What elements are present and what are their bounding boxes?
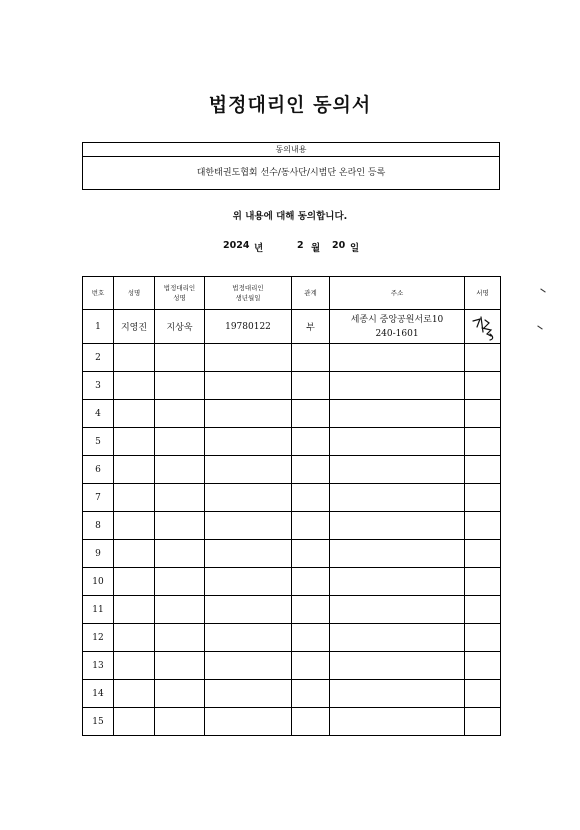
- table-row: [83, 428, 501, 456]
- cell-relation: [292, 624, 330, 652]
- document-title: 법정대리인 동의서: [208, 94, 372, 116]
- cell-guardian-name: [155, 540, 205, 568]
- cell-no: 15: [83, 708, 114, 736]
- table-row: [83, 680, 501, 708]
- cell-signature: [465, 484, 501, 512]
- cell-address: [330, 372, 465, 400]
- table-row: [83, 484, 501, 512]
- cell-name: [114, 540, 155, 568]
- table-row: [83, 344, 501, 372]
- cell-signature: [465, 708, 501, 736]
- cell-relation: [292, 484, 330, 512]
- cell-address: [330, 512, 465, 540]
- cell-signature: [465, 624, 501, 652]
- cell-address: [330, 344, 465, 372]
- cell-relation: [292, 512, 330, 540]
- header-address: 주소: [330, 277, 465, 310]
- consent-statement: 위 내용에 대해 동의합니다.: [232, 211, 348, 222]
- table-row: [83, 568, 501, 596]
- cell-guardian-birth: [205, 512, 292, 540]
- cell-guardian-name: [155, 456, 205, 484]
- cell-signature: [465, 344, 501, 372]
- cell-signature: [465, 568, 501, 596]
- cell-relation: [292, 680, 330, 708]
- cell-relation: [292, 652, 330, 680]
- cell-guardian-birth: [205, 484, 292, 512]
- cell-address: [330, 456, 465, 484]
- cell-relation: [292, 456, 330, 484]
- cell-signature: [465, 428, 501, 456]
- cell-guardian-birth: [205, 540, 292, 568]
- cell-guardian-birth: [205, 344, 292, 372]
- cell-guardian-birth: [205, 428, 292, 456]
- signature-cell: [465, 310, 501, 344]
- cell-no: 8: [83, 512, 114, 540]
- consent-content: 대한태권도협회 선수/동사단/시범단 온라인 등록: [196, 168, 386, 178]
- table-row: [83, 310, 501, 344]
- cell-guardian-name: [155, 344, 205, 372]
- cell-no: 10: [83, 568, 114, 596]
- cell-address: [330, 484, 465, 512]
- handwritten-signature-icon: [469, 312, 497, 342]
- guardian-table: [82, 276, 501, 736]
- cell-no: 3: [83, 372, 114, 400]
- cell-no: 1: [83, 310, 114, 344]
- cell-signature: [465, 400, 501, 428]
- date-day: 20: [332, 240, 346, 251]
- cell-name: [114, 708, 155, 736]
- cell-name: [114, 512, 155, 540]
- table-row: [83, 540, 501, 568]
- cell-address: [330, 400, 465, 428]
- cell-guardian-name: [155, 708, 205, 736]
- cell-guardian-name: [155, 568, 205, 596]
- cell-guardian-birth: [205, 568, 292, 596]
- cell-guardian-name: 지상욱: [155, 310, 205, 344]
- cell-name: [114, 344, 155, 372]
- cell-relation: [292, 428, 330, 456]
- cell-address: [330, 568, 465, 596]
- cell-guardian-name: [155, 624, 205, 652]
- cell-guardian-name: [155, 512, 205, 540]
- cell-address: [330, 596, 465, 624]
- cell-guardian-birth: [205, 652, 292, 680]
- consent-header: 동의내용: [83, 143, 499, 157]
- cell-name: [114, 400, 155, 428]
- date-month-unit: 월: [311, 243, 321, 254]
- cell-name: [114, 596, 155, 624]
- cell-address: 세종시 중앙공원서로10 240-1601: [330, 310, 465, 344]
- cell-signature: [465, 456, 501, 484]
- cell-signature: [465, 540, 501, 568]
- cell-guardian-name: [155, 484, 205, 512]
- cell-signature: [465, 596, 501, 624]
- cell-name: [114, 428, 155, 456]
- date-month: 2: [297, 240, 304, 251]
- cell-relation: [292, 596, 330, 624]
- cell-address: [330, 624, 465, 652]
- cell-signature: [465, 652, 501, 680]
- margin-mark: [537, 325, 542, 329]
- cell-no: 6: [83, 456, 114, 484]
- cell-address: [330, 428, 465, 456]
- cell-name: [114, 568, 155, 596]
- consent-box: [82, 142, 500, 190]
- table-row: [83, 652, 501, 680]
- cell-no: 11: [83, 596, 114, 624]
- cell-signature: [465, 680, 501, 708]
- cell-guardian-name: [155, 596, 205, 624]
- header-relation: 관계: [292, 277, 330, 310]
- cell-no: 2: [83, 344, 114, 372]
- cell-no: 5: [83, 428, 114, 456]
- cell-relation: [292, 708, 330, 736]
- cell-name: [114, 372, 155, 400]
- cell-address: [330, 652, 465, 680]
- cell-no: 4: [83, 400, 114, 428]
- cell-guardian-birth: [205, 708, 292, 736]
- cell-name: 지영진: [114, 310, 155, 344]
- header-guardian-name: 법정대리인 성명: [155, 277, 205, 310]
- cell-guardian-birth: [205, 624, 292, 652]
- date-year-unit: 년: [254, 243, 264, 254]
- cell-guardian-name: [155, 652, 205, 680]
- cell-no: 14: [83, 680, 114, 708]
- cell-guardian-name: [155, 680, 205, 708]
- cell-relation: [292, 540, 330, 568]
- cell-no: 7: [83, 484, 114, 512]
- table-row: [83, 512, 501, 540]
- cell-signature: [465, 512, 501, 540]
- cell-guardian-birth: [205, 680, 292, 708]
- header-guardian-birth: 법정대리인 생년월일: [205, 277, 292, 310]
- cell-address: [330, 708, 465, 736]
- cell-relation: [292, 568, 330, 596]
- table-row: [83, 400, 501, 428]
- cell-name: [114, 680, 155, 708]
- cell-name: [114, 456, 155, 484]
- cell-guardian-birth: 19780122: [205, 310, 292, 344]
- cell-relation: 부: [292, 310, 330, 344]
- cell-guardian-name: [155, 400, 205, 428]
- cell-name: [114, 624, 155, 652]
- cell-address: [330, 540, 465, 568]
- date-day-unit: 일: [350, 243, 360, 254]
- cell-guardian-birth: [205, 456, 292, 484]
- table-row: [83, 708, 501, 736]
- header-signature: 서명: [465, 277, 501, 310]
- cell-relation: [292, 344, 330, 372]
- cell-relation: [292, 400, 330, 428]
- cell-name: [114, 484, 155, 512]
- cell-no: 12: [83, 624, 114, 652]
- margin-mark: [540, 288, 545, 292]
- cell-guardian-birth: [205, 596, 292, 624]
- cell-address: [330, 680, 465, 708]
- cell-guardian-birth: [205, 372, 292, 400]
- header-name: 성명: [114, 277, 155, 310]
- cell-signature: [465, 372, 501, 400]
- table-row: [83, 456, 501, 484]
- cell-relation: [292, 372, 330, 400]
- cell-guardian-name: [155, 428, 205, 456]
- table-row: [83, 372, 501, 400]
- date-year: 2024: [223, 240, 250, 251]
- table-row: [83, 596, 501, 624]
- cell-no: 9: [83, 540, 114, 568]
- header-no: 번호: [83, 277, 114, 310]
- cell-guardian-birth: [205, 400, 292, 428]
- cell-guardian-name: [155, 372, 205, 400]
- table-row: [83, 624, 501, 652]
- cell-no: 13: [83, 652, 114, 680]
- cell-name: [114, 652, 155, 680]
